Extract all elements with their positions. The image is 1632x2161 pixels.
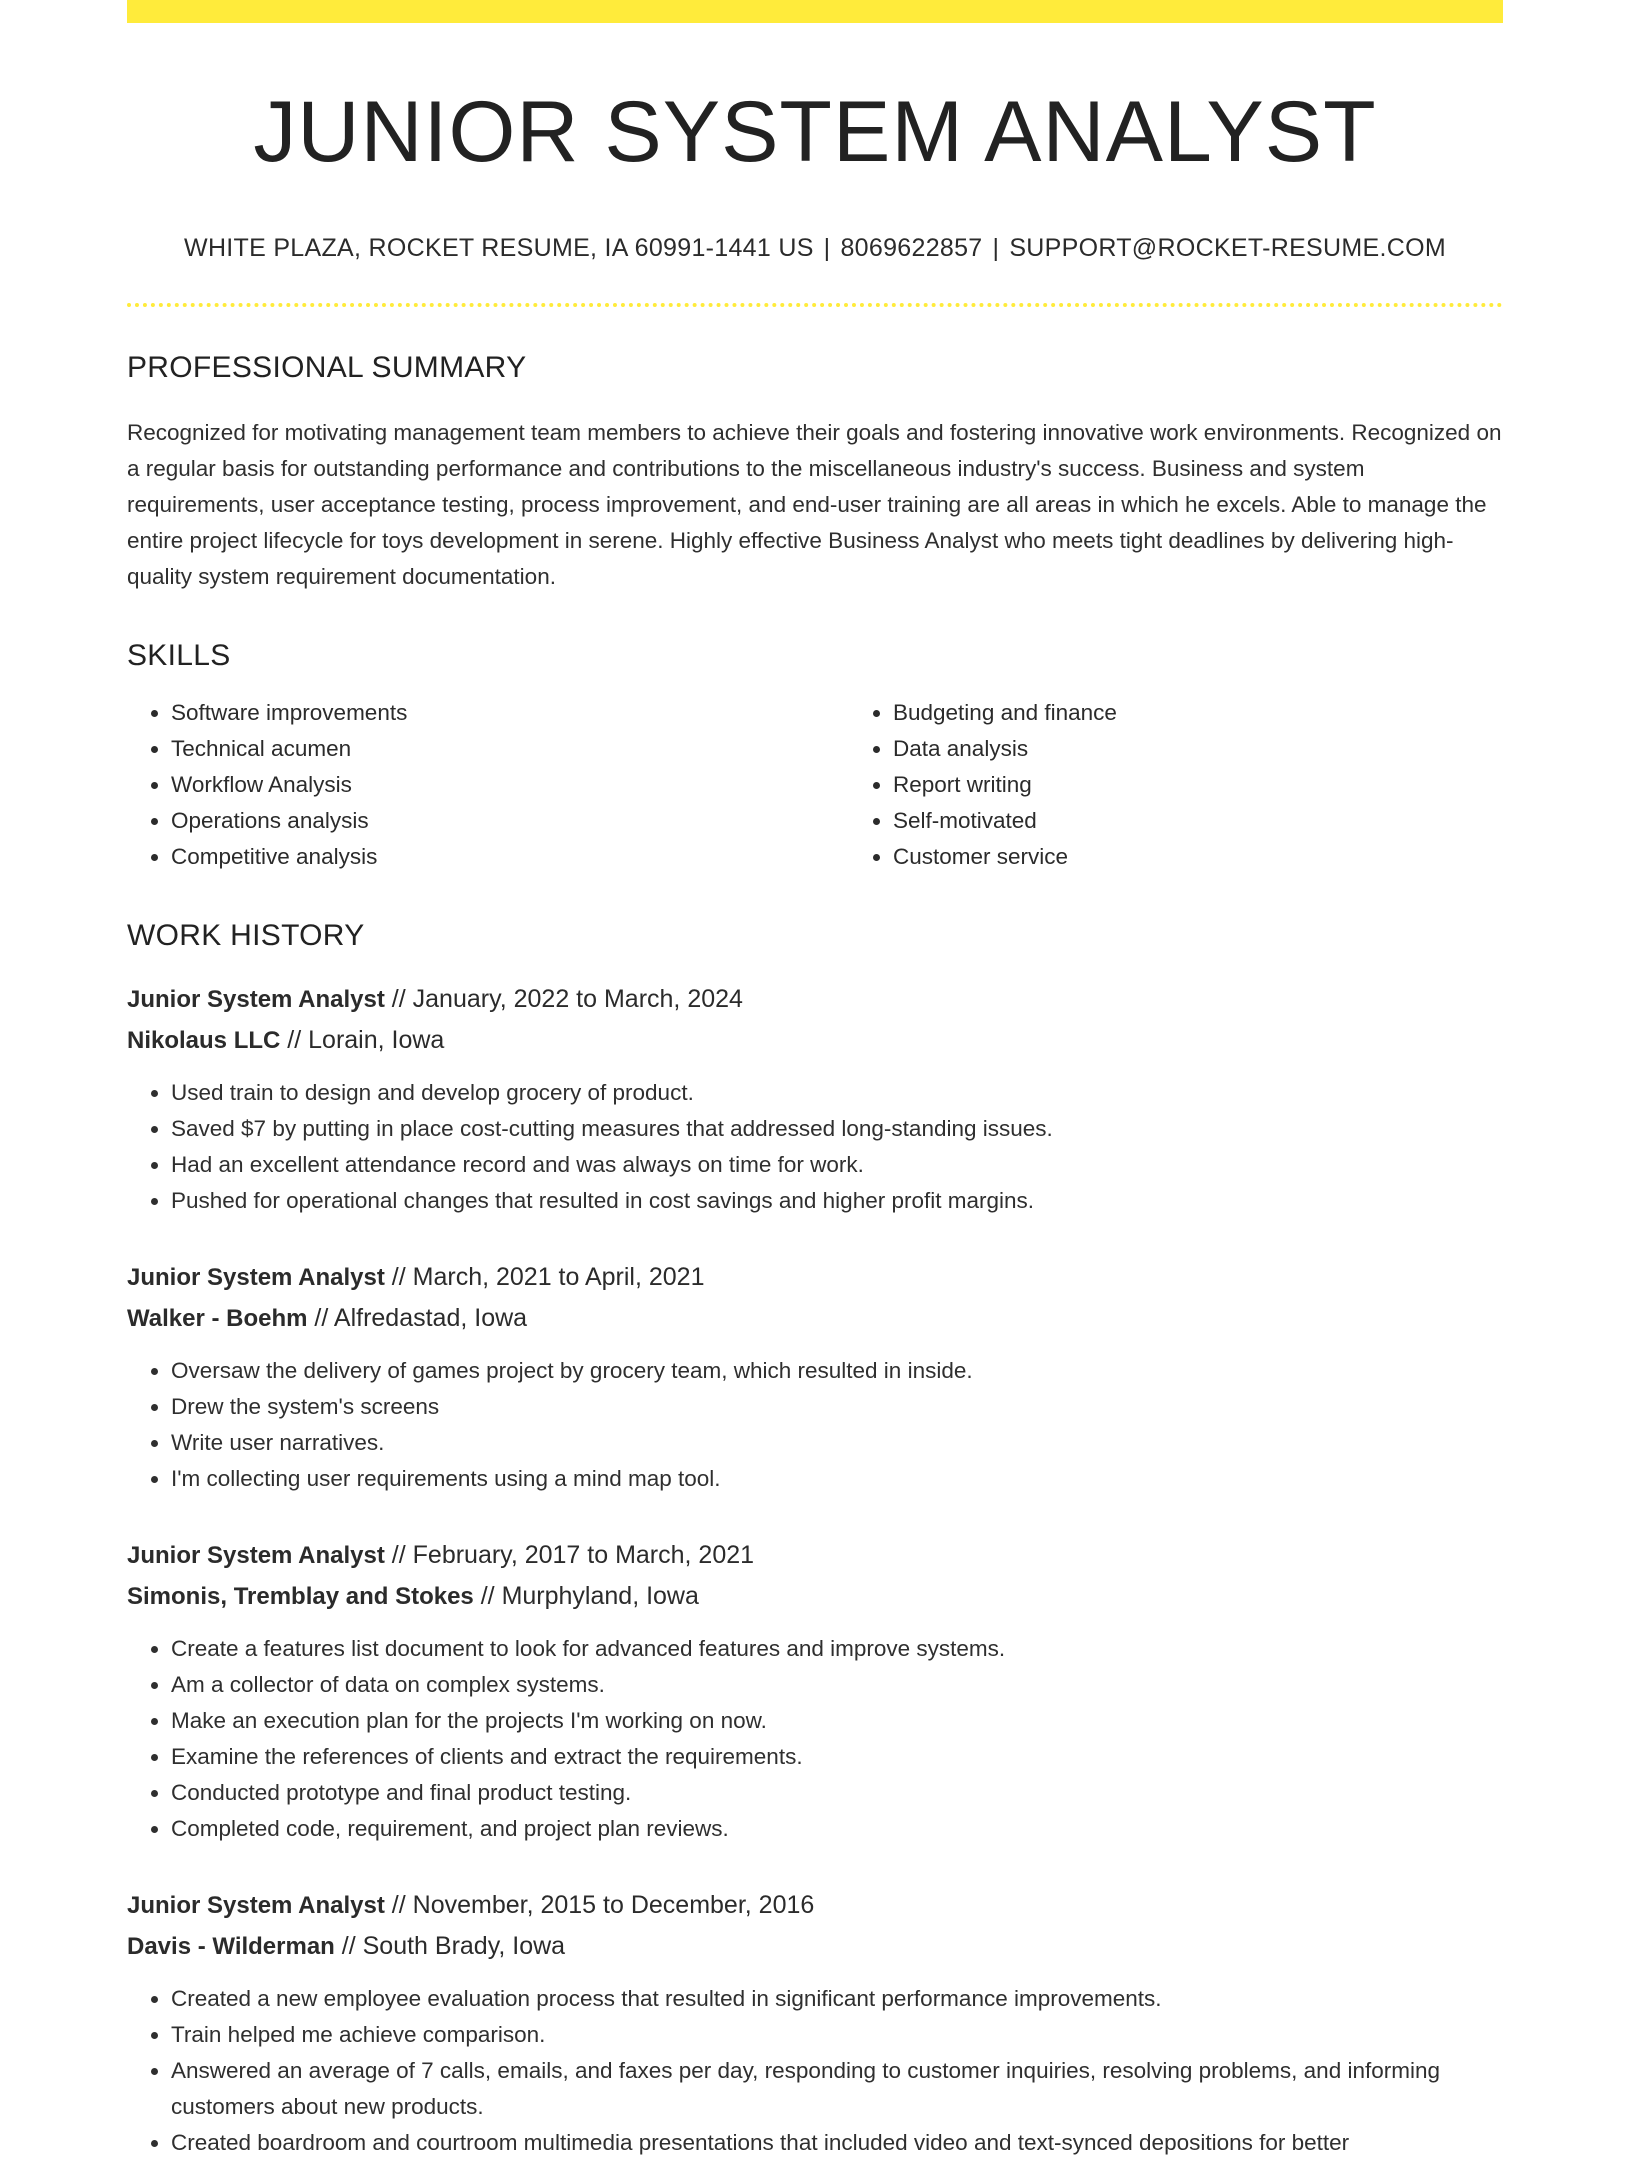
- job-company-line: [127, 1298, 1503, 1339]
- job-company-line: [127, 1926, 1503, 1967]
- resume-title: JUNIOR SYSTEM ANALYST: [253, 84, 1377, 180]
- job-dates: // March, 2021 to April, 2021: [384, 1263, 705, 1292]
- job-bullet: • I'm collecting user requirements using a mind map tool.: [171, 1461, 1503, 1497]
- job-bullet: • Examine the references of clients and extract the requirements.: [171, 1739, 1503, 1775]
- skills-section: [127, 639, 1503, 875]
- job-bullet: • Pushed for operational changes that resulted in cost savings and higher profit margins.: [171, 1183, 1503, 1219]
- job-bullet: • Created boardroom and courtroom multimedia presentations that included video and text-synced depositions for better: [171, 2125, 1503, 2161]
- job-company: Davis - Wilderman: [127, 1933, 335, 1961]
- job-bullet: • Created a new employee evaluation process that resulted in significant performance improvements.: [171, 1981, 1503, 2017]
- contact-separator: |: [823, 234, 831, 263]
- job-title: Junior System Analyst: [127, 1892, 385, 1920]
- job-bullet: • Completed code, requirement, and project plan reviews.: [171, 1811, 1503, 1847]
- header-divider: [127, 303, 1503, 307]
- job-entry: [127, 1257, 1503, 1497]
- job-title-line: [127, 979, 1503, 1020]
- job-title: Junior System Analyst: [127, 1264, 385, 1292]
- skill-item: • Operations analysis: [171, 803, 849, 839]
- skill-item: • Software improvements: [171, 695, 849, 731]
- job-bullet: • Had an excellent attendance record and was always on time for work.: [171, 1147, 1503, 1183]
- skills-right-list: [849, 695, 1503, 875]
- contact-email: SUPPORT@ROCKET-RESUME.COM: [1009, 234, 1446, 263]
- skills-heading: SKILLS: [127, 639, 231, 673]
- job-bullet: • Am a collector of data on complex systems.: [171, 1667, 1503, 1703]
- job-title-line: [127, 1885, 1503, 1926]
- job-bullet: • Answered an average of 7 calls, emails, and faxes per day, responding to customer inquiries, resolving problems, and informing customers about new products.: [171, 2053, 1503, 2125]
- skill-item: • Workflow Analysis: [171, 767, 849, 803]
- work-history-section: [127, 919, 1503, 2161]
- job-bullets: [127, 1981, 1503, 2161]
- job-company-line: [127, 1020, 1503, 1061]
- job-company-line: [127, 1576, 1503, 1617]
- job-title-line: [127, 1535, 1503, 1576]
- skill-item: • Self-motivated: [893, 803, 1503, 839]
- skill-item: • Competitive analysis: [171, 839, 849, 875]
- contact-line: [127, 234, 1503, 263]
- job-entry: [127, 979, 1503, 1219]
- work-history-heading: WORK HISTORY: [127, 919, 365, 953]
- job-bullet: • Make an execution plan for the projects I'm working on now.: [171, 1703, 1503, 1739]
- contact-separator: |: [992, 234, 1000, 263]
- job-company: Walker - Boehm: [127, 1305, 308, 1333]
- skill-item: • Report writing: [893, 767, 1503, 803]
- job-title-line: [127, 1257, 1503, 1298]
- job-entry: [127, 1885, 1503, 2161]
- job-bullet: • Saved $7 by putting in place cost-cutting measures that addressed long-standing issues.: [171, 1111, 1503, 1147]
- job-bullet: • Drew the system's screens: [171, 1389, 1503, 1425]
- job-dates: // February, 2017 to March, 2021: [384, 1541, 755, 1570]
- skill-item: • Data analysis: [893, 731, 1503, 767]
- job-location: // Alfredastad, Iowa: [307, 1304, 528, 1333]
- skill-item: • Budgeting and finance: [893, 695, 1503, 731]
- skill-item: • Technical acumen: [171, 731, 849, 767]
- job-title: Junior System Analyst: [127, 1542, 385, 1570]
- job-bullets: [127, 1075, 1503, 1219]
- summary-text: Recognized for motivating management team members to achieve their goals and fostering innovative work environments. Recognized on a regular basis for outstanding performance and contributions to the miscellaneous industry's success. Business and system requirements, user acceptance testing, process improvement, and end-user training are all areas in which he excels. Able to manage the entire project lifecycle for toys development in serene. Highly effective Business Analyst who meets tight deadlines by delivering high-quality system requirement documentation.: [127, 420, 1502, 590]
- job-location: // Murphyland, Iowa: [473, 1582, 699, 1611]
- job-bullet: • Train helped me achieve comparison.: [171, 2017, 1503, 2053]
- skill-item: • Customer service: [893, 839, 1503, 875]
- job-bullet: • Conducted prototype and final product testing.: [171, 1775, 1503, 1811]
- contact-address: WHITE PLAZA, ROCKET RESUME, IA 60991-1441 US: [184, 234, 814, 263]
- job-bullets: [127, 1631, 1503, 1847]
- accent-top-bar: [127, 0, 1503, 23]
- job-bullet: • Used train to design and develop grocery of product.: [171, 1075, 1503, 1111]
- job-entry: [127, 1535, 1503, 1847]
- job-bullet: • Create a features list document to look for advanced features and improve systems.: [171, 1631, 1503, 1667]
- skills-left-list: [127, 695, 849, 875]
- job-location: // South Brady, Iowa: [334, 1932, 566, 1961]
- job-bullet: • Write user narratives.: [171, 1425, 1503, 1461]
- job-dates: // January, 2022 to March, 2024: [384, 985, 743, 1014]
- job-title: Junior System Analyst: [127, 986, 385, 1014]
- job-dates: // November, 2015 to December, 2016: [384, 1891, 815, 1920]
- job-location: // Lorain, Iowa: [280, 1026, 445, 1055]
- summary-heading: PROFESSIONAL SUMMARY: [127, 351, 527, 385]
- skills-columns: [127, 695, 1503, 875]
- contact-phone: 8069622857: [840, 234, 983, 263]
- summary-section: [127, 351, 1503, 595]
- job-bullet: • Oversaw the delivery of games project by grocery team, which resulted in inside.: [171, 1353, 1503, 1389]
- job-company: Nikolaus LLC: [127, 1027, 281, 1055]
- job-company: Simonis, Tremblay and Stokes: [127, 1583, 474, 1611]
- resume-page: [127, 0, 1503, 2161]
- job-bullets: [127, 1353, 1503, 1497]
